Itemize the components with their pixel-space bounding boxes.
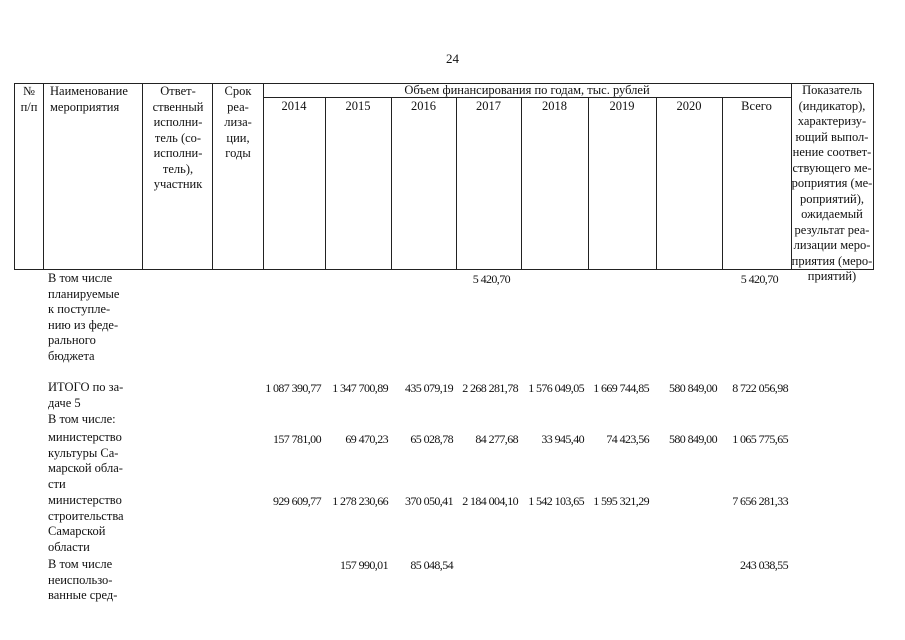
col-responsible-line: исполни- xyxy=(153,115,203,129)
row-label-line: Самарской xyxy=(48,524,106,538)
indicator-line: (индикатор), xyxy=(798,98,866,113)
col-number-header xyxy=(14,84,44,115)
page-number: 24 xyxy=(446,51,459,66)
row-label-line: нию из феде- xyxy=(48,317,119,332)
row-label-line: культуры Са- xyxy=(48,445,119,460)
col-name-line1: Наименование xyxy=(50,84,128,98)
row-label-line: ИТОГО по за- xyxy=(48,380,124,394)
indicator-line: лизации меро- xyxy=(793,238,871,252)
row-label-line: рального xyxy=(48,333,96,347)
indicator-line: Показатель xyxy=(802,83,862,97)
col-border-13 xyxy=(873,83,874,270)
col-border-7 xyxy=(456,97,457,270)
col-responsible-line: участник xyxy=(153,177,203,191)
indicator-line: ющий выпол- xyxy=(795,129,869,144)
col-term-line: лиза- xyxy=(224,115,252,129)
col-border-5 xyxy=(325,97,326,270)
cell-value: 69 470,23 xyxy=(345,432,388,446)
total-header: Всего xyxy=(741,99,772,113)
col-name-header xyxy=(50,84,128,115)
col-border-10 xyxy=(656,97,657,270)
indicator-line: приятий) xyxy=(807,269,857,283)
row-label-line: министерство xyxy=(48,493,122,507)
col-term-line: ции, xyxy=(226,130,250,145)
row-label-line: В том числе xyxy=(48,557,113,571)
indicator-line: приятия (меро- xyxy=(791,253,873,268)
cell-total: 1 065 775,65 xyxy=(732,432,788,446)
cell-value: 85 048,54 xyxy=(410,558,453,572)
cell-total: 8 722 056,98 xyxy=(732,381,788,395)
year-header-2014: 2014 xyxy=(281,99,307,113)
row-label-line: В том числе: xyxy=(48,412,116,426)
row-label-line: ванные сред- xyxy=(48,588,118,602)
indicator-header xyxy=(791,83,873,285)
row-label-including xyxy=(48,412,143,428)
row-label-line: марской обла- xyxy=(48,461,123,475)
year-header-2016: 2016 xyxy=(411,99,436,113)
col-responsible-line: ственный xyxy=(152,99,204,114)
funding-title: Объем финансирования по годам, тыс. рублей xyxy=(404,83,650,97)
indicator-line: характеризу- xyxy=(797,114,867,128)
cell-value: 2 184 004,10 xyxy=(462,494,518,508)
col-number-line1: № xyxy=(23,84,35,98)
cell-value: 84 277,68 xyxy=(475,432,518,446)
col-border-8 xyxy=(521,97,522,270)
row-label-federal xyxy=(48,271,143,364)
col-term-line: реа- xyxy=(227,99,249,114)
cell-total: 5 420,70 xyxy=(740,272,778,286)
row-label-unused-funds xyxy=(48,557,143,604)
row-label-line: области xyxy=(48,539,90,554)
year-header-2019: 2019 xyxy=(609,99,635,113)
row-label-line: планируемые xyxy=(48,286,120,301)
cell-value: 1 595 321,29 xyxy=(593,494,649,508)
col-responsible-line: тель (со- xyxy=(154,130,202,145)
col-border-9 xyxy=(588,97,589,270)
row-label-line: строительства xyxy=(48,508,124,523)
cell-value: 1 347 700,89 xyxy=(332,381,388,395)
year-header-2015: 2015 xyxy=(345,99,371,113)
col-name-line2: мероприятия xyxy=(50,99,120,114)
col-responsible-header xyxy=(143,84,213,193)
col-term-header xyxy=(213,84,263,162)
cell-value: 5 420,70 xyxy=(472,272,510,286)
cell-value: 435 079,19 xyxy=(404,381,453,395)
col-responsible-line: тель), xyxy=(162,161,194,176)
year-header-2020: 2020 xyxy=(676,99,702,113)
indicator-line: роприятий), xyxy=(799,191,864,206)
cell-value: 74 423,56 xyxy=(606,432,649,446)
cell-value: 929 609,77 xyxy=(272,494,321,508)
cell-value: 580 849,00 xyxy=(668,381,717,395)
cell-value: 370 050,41 xyxy=(404,494,453,508)
cell-value: 1 669 744,85 xyxy=(593,381,649,395)
row-label-line: сти xyxy=(48,476,66,491)
row-label-ministry-culture xyxy=(48,430,143,492)
col-responsible-line: исполни- xyxy=(153,146,203,160)
row-label-line: В том числе xyxy=(48,271,113,285)
indicator-line: результат реа- xyxy=(794,222,870,237)
row-label-line: бюджета xyxy=(48,348,95,363)
row-label-line: даче 5 xyxy=(48,395,81,410)
cell-value: 65 028,78 xyxy=(410,432,453,446)
row-label-line: к поступле- xyxy=(48,302,111,316)
year-header-2018: 2018 xyxy=(542,99,567,113)
col-border-6 xyxy=(391,97,392,270)
cell-total: 243 038,55 xyxy=(739,558,788,572)
cell-total: 7 656 281,33 xyxy=(732,494,788,508)
cell-value: 33 945,40 xyxy=(541,432,584,446)
year-header-2017: 2017 xyxy=(476,99,501,113)
col-number-line2: п/п xyxy=(20,99,38,114)
row-label-ministry-construction xyxy=(48,493,143,555)
cell-value: 580 849,00 xyxy=(668,432,717,446)
cell-value: 1 087 390,77 xyxy=(265,381,321,395)
cell-value: 157 781,00 xyxy=(272,432,321,446)
indicator-line: ожидаемый xyxy=(801,207,863,221)
cell-value: 2 268 281,78 xyxy=(462,381,518,395)
col-term-line: годы xyxy=(225,146,251,160)
cell-value: 1 278 230,66 xyxy=(332,494,388,508)
cell-value: 1 576 049,05 xyxy=(528,381,584,395)
indicator-line: нение соответ- xyxy=(792,145,872,159)
indicator-line: роприятия (ме- xyxy=(791,176,873,190)
row-label-line: министерство xyxy=(48,430,122,444)
row-label-line: неиспользо- xyxy=(48,572,113,587)
col-border-11 xyxy=(722,97,723,270)
row-label-total-task5 xyxy=(48,380,143,411)
indicator-line: ствующего ме- xyxy=(792,160,872,175)
cell-value: 1 542 103,65 xyxy=(528,494,584,508)
col-responsible-line: Ответ- xyxy=(160,84,196,98)
col-term-line: Срок xyxy=(224,84,252,98)
cell-value: 157 990,01 xyxy=(339,558,388,572)
